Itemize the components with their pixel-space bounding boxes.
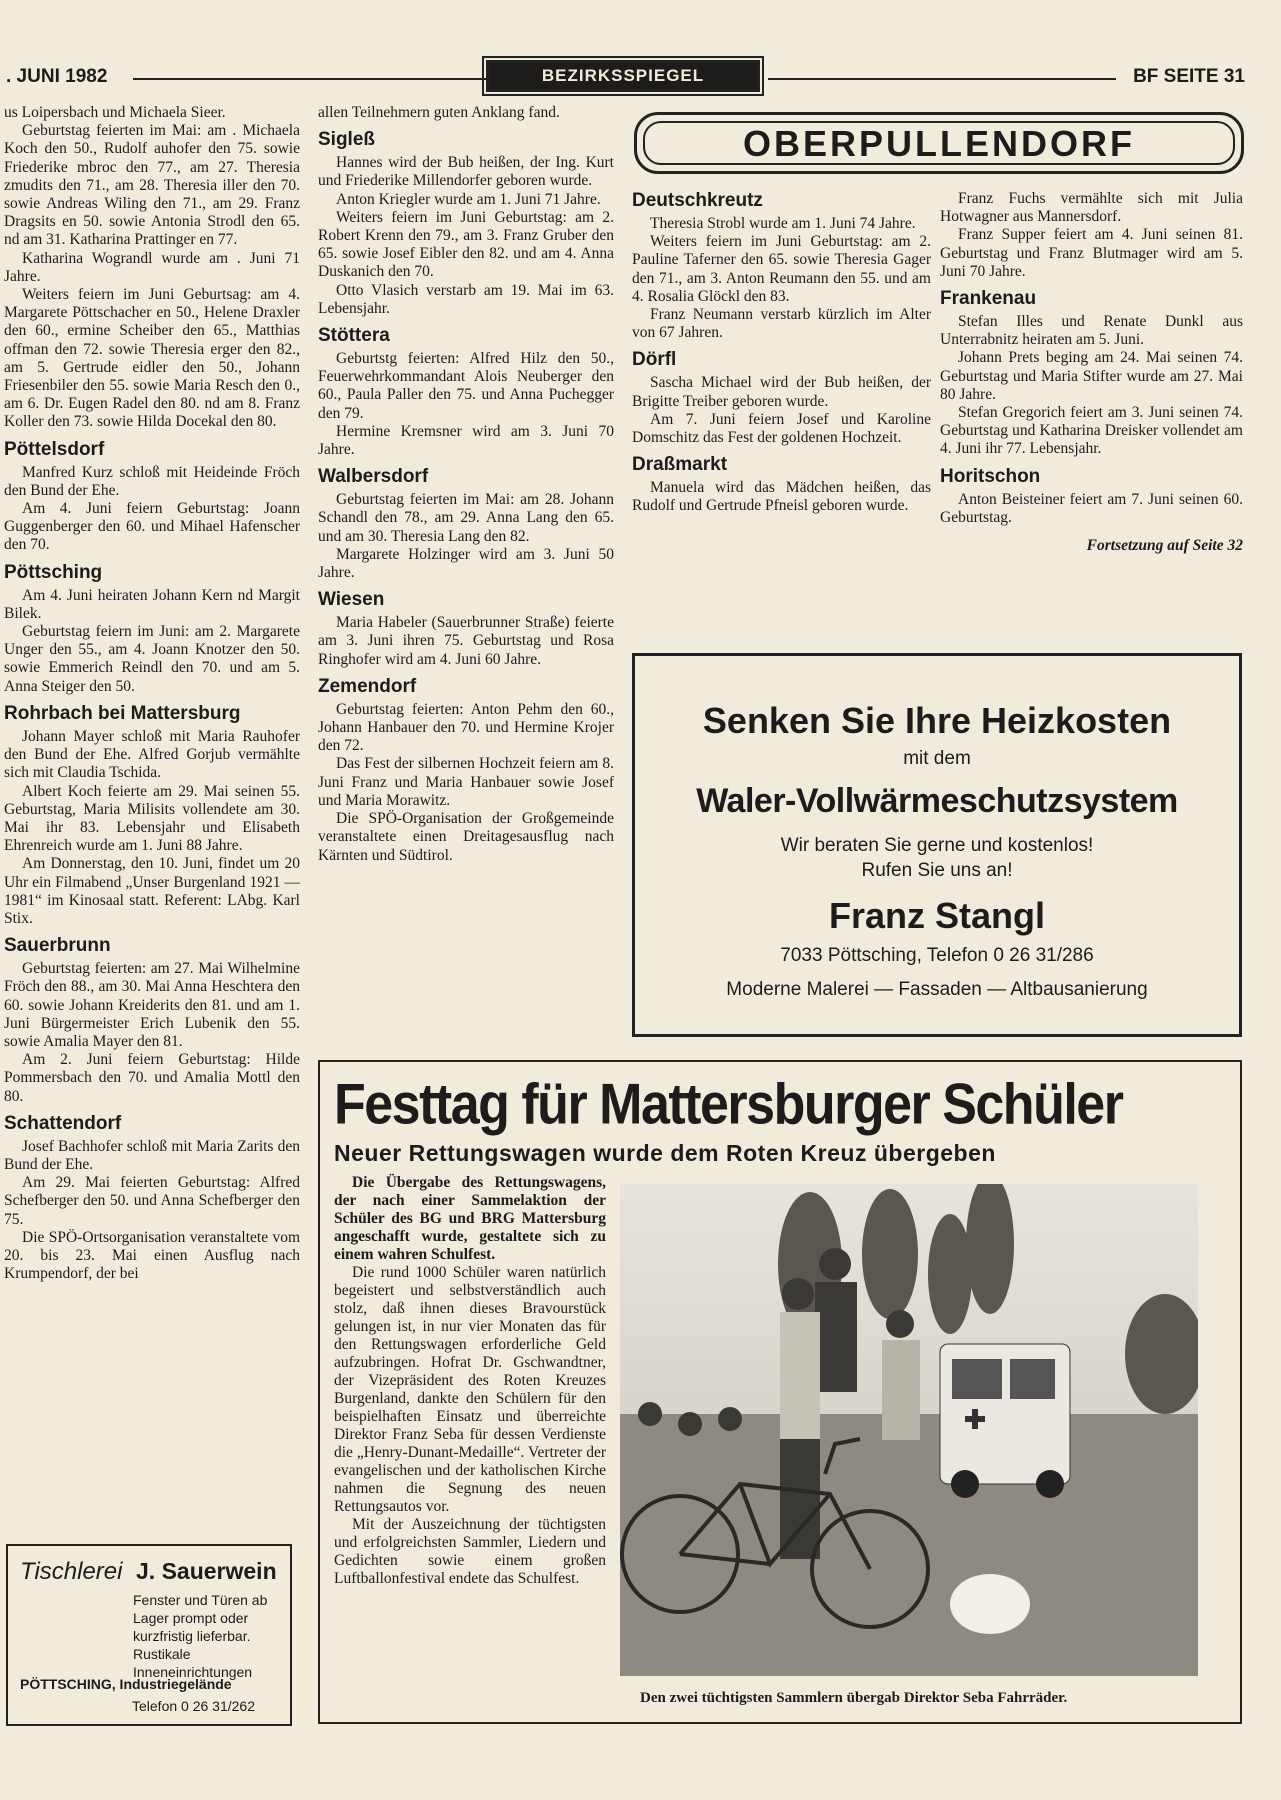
town-heading: Deutschkreutz bbox=[632, 190, 763, 211]
town-heading: Pöttsching bbox=[4, 561, 103, 583]
paragraph: Franz Neumann verstarb kürzlich im Alter von 67 Jahren. bbox=[632, 306, 931, 342]
paragraph: Katharina Wograndl wurde am . Juni 71 Jahre. bbox=[4, 249, 300, 285]
article-photo bbox=[620, 1184, 1198, 1676]
paragraph: Geburtstag feierten im Mai: am 28. Johann Schandl den 78., am 29. Anna Lang den 65. und am 30. Theresia Lang den 82. bbox=[318, 491, 614, 545]
ad-company-name: J. Sauerwein bbox=[136, 1558, 277, 1584]
paragraph: Franz Supper feiert am 4. Juni seinen 81. Geburtstag und Franz Blutmager wird am 5. Juni 70 Jahre. bbox=[940, 226, 1243, 280]
paragraph: Johann Mayer schloß mit Maria Rauhofer den Bund der Ehe. Alfred Gorjub vermählte sich mit Claudia Tschida. bbox=[4, 727, 300, 782]
school-article bbox=[318, 1060, 1242, 1724]
paragraph: Die rund 1000 Schüler waren natürlich begeistert und selbstverständlich auch stolz, daß ihnen dieses Bravourstück gelungen ist, in nur vier Monaten das für den Rettungswagen erforderliche Geld aufzubringen. Hofrat Dr. Gschwandtner, der Vizepräsident des Roten Kreuzes Burgenland, dankte den Schülern für den beispielhaften Einsatz und überreichte Direktor Franz Seba für dessen Verdienste die „Henry-Dunant-Medaille“. Vertreter der evangelischen und der katholischen Kirche nahmen die Segnung des neuen Rettungsautos vor. bbox=[334, 1264, 606, 1515]
paragraph: Manfred Kurz schloß mit Heideinde Fröch den Bund der Ehe. bbox=[4, 463, 300, 499]
tischlerei-ad bbox=[6, 1544, 292, 1726]
ad-text bbox=[635, 833, 1239, 883]
heizkosten-ad bbox=[632, 653, 1242, 1037]
white-dog bbox=[950, 1574, 1030, 1634]
ad-line: Rufen Sie uns an! bbox=[861, 860, 1013, 881]
town-heading: Rohrbach bei Mattersburg bbox=[4, 702, 241, 724]
paragraph: us Loipersbach und Michaela Sieer. bbox=[4, 104, 226, 121]
page-header bbox=[0, 60, 1281, 96]
town-heading: Schattendorf bbox=[4, 1112, 122, 1134]
region-title: OBERPULLENDORF bbox=[643, 121, 1235, 165]
paragraph: Josef Bachhofer schloß mit Maria Zarits den Bund der Ehe. bbox=[4, 1137, 300, 1173]
ad-text: mit dem bbox=[903, 748, 971, 769]
paragraph: Das Fest der silbernen Hochzeit feiern am 8. Juni Franz und Maria Hanbauer sowie Josef und Maria Morawitz. bbox=[318, 755, 614, 809]
paragraph: Am 7. Juni feiern Josef und Karoline Domschitz das Fest der goldenen Hochzeit. bbox=[632, 410, 931, 447]
column-1 bbox=[4, 104, 300, 1283]
ad-company-name: Franz Stangl bbox=[828, 895, 1046, 936]
paragraph: Anton Beisteiner feiert am 7. Juni seinen 60. Geburtstag. bbox=[940, 490, 1243, 526]
ad-phone: Telefon 0 26 31/262 bbox=[132, 1698, 255, 1714]
article-subheadline: Neuer Rettungswagen wurde dem Roten Kreuz übergeben bbox=[334, 1140, 996, 1166]
issue-date: . JUNI 1982 bbox=[6, 66, 108, 87]
town-heading: Sigleß bbox=[318, 129, 376, 151]
ad-product: Waler-Vollwärmeschutzsystem bbox=[696, 782, 1178, 820]
paragraph: Am 2. Juni feiern Geburtstag: Hilde Pommersbach den 70. und Amalia Mottl den 80. bbox=[4, 1051, 300, 1105]
continued-note: Fortsetzung auf Seite 32 bbox=[1086, 537, 1243, 555]
paragraph: Geburtstag feierten: am 27. Mai Wilhelmine Fröch den 88., am 30. Mai Anna Heschtera den 60. sowie Johann Kreiderits den 81. und am 1. Juni Bürgermeister Erich Lubenik den 55. sowie Amalia Mayer den 81. bbox=[4, 960, 300, 1050]
paragraph: Stefan Gregorich feiert am 3. Juni seinen 74. Geburtstag und Katharina Dreisker vollendet am 4. Juni ihr 77. Lebensjahr. bbox=[940, 404, 1243, 458]
paragraph: Otto Vlasich verstarb am 19. Mai im 63. Lebensjahr. bbox=[318, 281, 614, 317]
ad-line: Wir beraten Sie gerne und kostenlos! bbox=[780, 835, 1094, 856]
paragraph: Weiters feiern im Juni Geburtstag: am 2. Pauline Taferner den 65. sowie Theresia Gager den 71., am 3. Anton Reumann den 55. und am 4. Rosalia Glöckl den 83. bbox=[632, 233, 931, 305]
ad-label: Tischlerei bbox=[20, 1558, 123, 1585]
town-heading: Horitschon bbox=[940, 465, 1041, 487]
town-heading: Wiesen bbox=[318, 589, 385, 611]
column-3 bbox=[632, 190, 931, 516]
article-headline: Festtag für Mattersburger Schüler bbox=[334, 1073, 1123, 1137]
paragraph: Theresia Strobl wurde am 1. Juni 74 Jahre. bbox=[650, 215, 916, 232]
paragraph: Geburtstag feierten im Mai: am . Michaela Koch den 50., Rudolf auhofer den 75. sowie Friederike mbroc den 77., am 27. Theresia zmudits den 71., am 28. Theresia iller den 70. sowie Andreas Wiling den 71., am 29. Franz Dragsits en 50. sowie Antonia Strodl den 65. nd am 31. Katharina Prattinger en 77. bbox=[4, 122, 300, 249]
section-title: BEZIRKSSPIEGEL bbox=[486, 60, 760, 92]
paragraph: Geburtstag feiern im Juni: am 2. Margarete Unger den 55., am 4. Joann Knotzer den 50. sowie Emmerich Reindl den 70. und am 5. Anna Steiger den 50. bbox=[4, 623, 300, 695]
ad-description: Fenster und Türen ab Lager prompt oder kurzfristig lieferbar. Rustikale Inneneinrichtungen bbox=[133, 1592, 268, 1680]
paragraph: Manuela wird das Mädchen heißen, das Rudolf und Gertrude Pfneisl geboren wurde. bbox=[632, 479, 931, 515]
paragraph: Die SPÖ-Organisation der Großgemeinde veranstaltete einen Dreitagesausflug nach Kärnten und Südtirol. bbox=[318, 810, 614, 864]
paragraph: Mit der Auszeichnung der tüchtigsten und erfolgreichsten Sammler, Liedern und Gedichten sowie einem großen Luftballonfestival endete das Schulfest. bbox=[334, 1516, 606, 1587]
photo-ground bbox=[620, 1414, 1198, 1676]
ad-location: PÖTTSCHING, Industriegelände bbox=[20, 1676, 232, 1692]
paragraph: Am 4. Juni feiern Geburtstag: Joann Guggenberger den 60. und Mihael Hafenscher den 70. bbox=[4, 500, 300, 554]
paragraph: allen Teilnehmern guten Anklang fand. bbox=[318, 104, 560, 121]
article-body bbox=[334, 1174, 606, 1588]
paragraph: Am Donnerstag, den 10. Juni, findet um 20 Uhr ein Filmabend „Unser Burgenland 1921 — 1981“ im Kinosaal statt. Referent: LAbg. Karl Stix. bbox=[4, 855, 300, 927]
paragraph: Albert Koch feierte am 29. Mai seinen 55. Geburtstag, Maria Milisits vollendete am 30. Mai ihr 83. Lebensjahr und Elisabeth Ehrenreich wurde am 1. Juni 88 Jahre. bbox=[4, 782, 300, 855]
region-banner bbox=[634, 112, 1244, 174]
paragraph: Hermine Kremsner wird am 3. Juni 70 Jahre. bbox=[318, 422, 614, 459]
photo-caption: Den zwei tüchtigsten Sammlern übergab Direktor Seba Fahrräder. bbox=[640, 1690, 1068, 1706]
article-lead: Die Übergabe des Rettungswagens, der nach einer Sammelaktion der Schüler des BG und BRG Mattersburg angeschafft wurde, gestaltete sich zu einem wahren Schulfest. bbox=[334, 1174, 606, 1263]
ad-address: 7033 Pöttsching, Telefon 0 26 31/286 bbox=[780, 945, 1094, 966]
paragraph: Am 29. Mai feierten Geburtstag: Alfred Schefberger den 50. und Anna Schefberger den 75. bbox=[4, 1174, 300, 1228]
paragraph: Sascha Michael wird der Bub heißen, der Brigitte Treiber geboren wurde. bbox=[632, 374, 931, 410]
header-rule-left bbox=[133, 78, 511, 80]
town-heading: Walbersdorf bbox=[318, 466, 429, 488]
paragraph: Am 4. Juni heiraten Johann Kern nd Margit Bilek. bbox=[4, 586, 300, 622]
column-2 bbox=[318, 104, 614, 865]
town-heading: Draßmarkt bbox=[632, 454, 728, 476]
town-heading: Dörfl bbox=[632, 349, 677, 371]
paragraph: Geburtstag feierten: Anton Pehm den 60., Johann Hanbauer den 70. und Hermine Krojer den 72. bbox=[318, 700, 614, 755]
paragraph: Geburtstg feierten: Alfred Hilz den 50., Feuerwehrkommandant Alois Neuberger den 60., Paula Paller den 75. und Anna Puchegger den 79. bbox=[318, 350, 614, 422]
town-heading: Zemendorf bbox=[318, 675, 417, 697]
paragraph: Johann Prets beging am 24. Mai seinen 74. Geburtstag und Maria Stifter wurde am 27. Mai 80 Jahre. bbox=[940, 349, 1243, 403]
paragraph: Maria Habeler (Sauerbrunner Straße) feierte am 3. Juni ihren 75. Geburtstag und Rosa Ringhofer wird am 4. Juni 60 Jahre. bbox=[318, 614, 614, 668]
paragraph: Weiters feiern im Juni Geburtstag: am 2. Robert Krenn den 79., am 3. Franz Gruber den 65. sowie Josef Eibler den 82. und am 4. Anna Duskanich den 70. bbox=[318, 208, 614, 281]
paragraph: Margarete Holzinger wird am 3. Juni 50 Jahre. bbox=[318, 545, 614, 582]
town-heading: Stöttera bbox=[318, 325, 390, 347]
column-4 bbox=[940, 190, 1243, 555]
town-heading: Frankenau bbox=[940, 288, 1037, 310]
photo-illustration bbox=[620, 1184, 1198, 1676]
paragraph: Weiters feiern im Juni Geburtsag: am 4. Margarete Pöttschacher en 50., Helene Draxler den 60., ermine Scheiber den 65., Matthias offman den 72. sowie Theresia erger den 82., am 5. Gertrude eidler den 50., Johann Friesenbiler den 55. sowie Maria Resch den 0., am 6. Dr. Eugen Radel den 80. nd am 8. Franz Koller den 73. sowie Hilda Docekal den 80. bbox=[4, 286, 300, 431]
town-heading: Pöttelsdorf bbox=[4, 438, 105, 460]
paragraph: Anton Kriegler wurde am 1. Juni 71 Jahre. bbox=[336, 190, 601, 208]
ad-services: Moderne Malerei — Fassaden — Altbausanierung bbox=[726, 979, 1148, 1000]
town-heading: Sauerbrunn bbox=[4, 935, 111, 957]
paragraph: Stefan Illes und Renate Dunkl aus Unterrabnitz heiraten am 5. Juni. bbox=[940, 313, 1243, 349]
ambulance bbox=[940, 1344, 1070, 1498]
page-number: BF SEITE 31 bbox=[1133, 66, 1245, 87]
ad-headline: Senken Sie Ihre Heizkosten bbox=[702, 700, 1172, 741]
paragraph: Die SPÖ-Ortsorganisation veranstaltete vom 20. bis 23. Mai einen Ausflug nach Krumpendorf, der bei bbox=[4, 1228, 300, 1283]
paragraph: Hannes wird der Bub heißen, der Ing. Kurt und Friederike Millendorfer geboren wurde. bbox=[318, 154, 614, 190]
header-rule-right bbox=[768, 78, 1116, 80]
paragraph: Franz Fuchs vermählte sich mit Julia Hotwagner aus Mannersdorf. bbox=[940, 190, 1243, 226]
